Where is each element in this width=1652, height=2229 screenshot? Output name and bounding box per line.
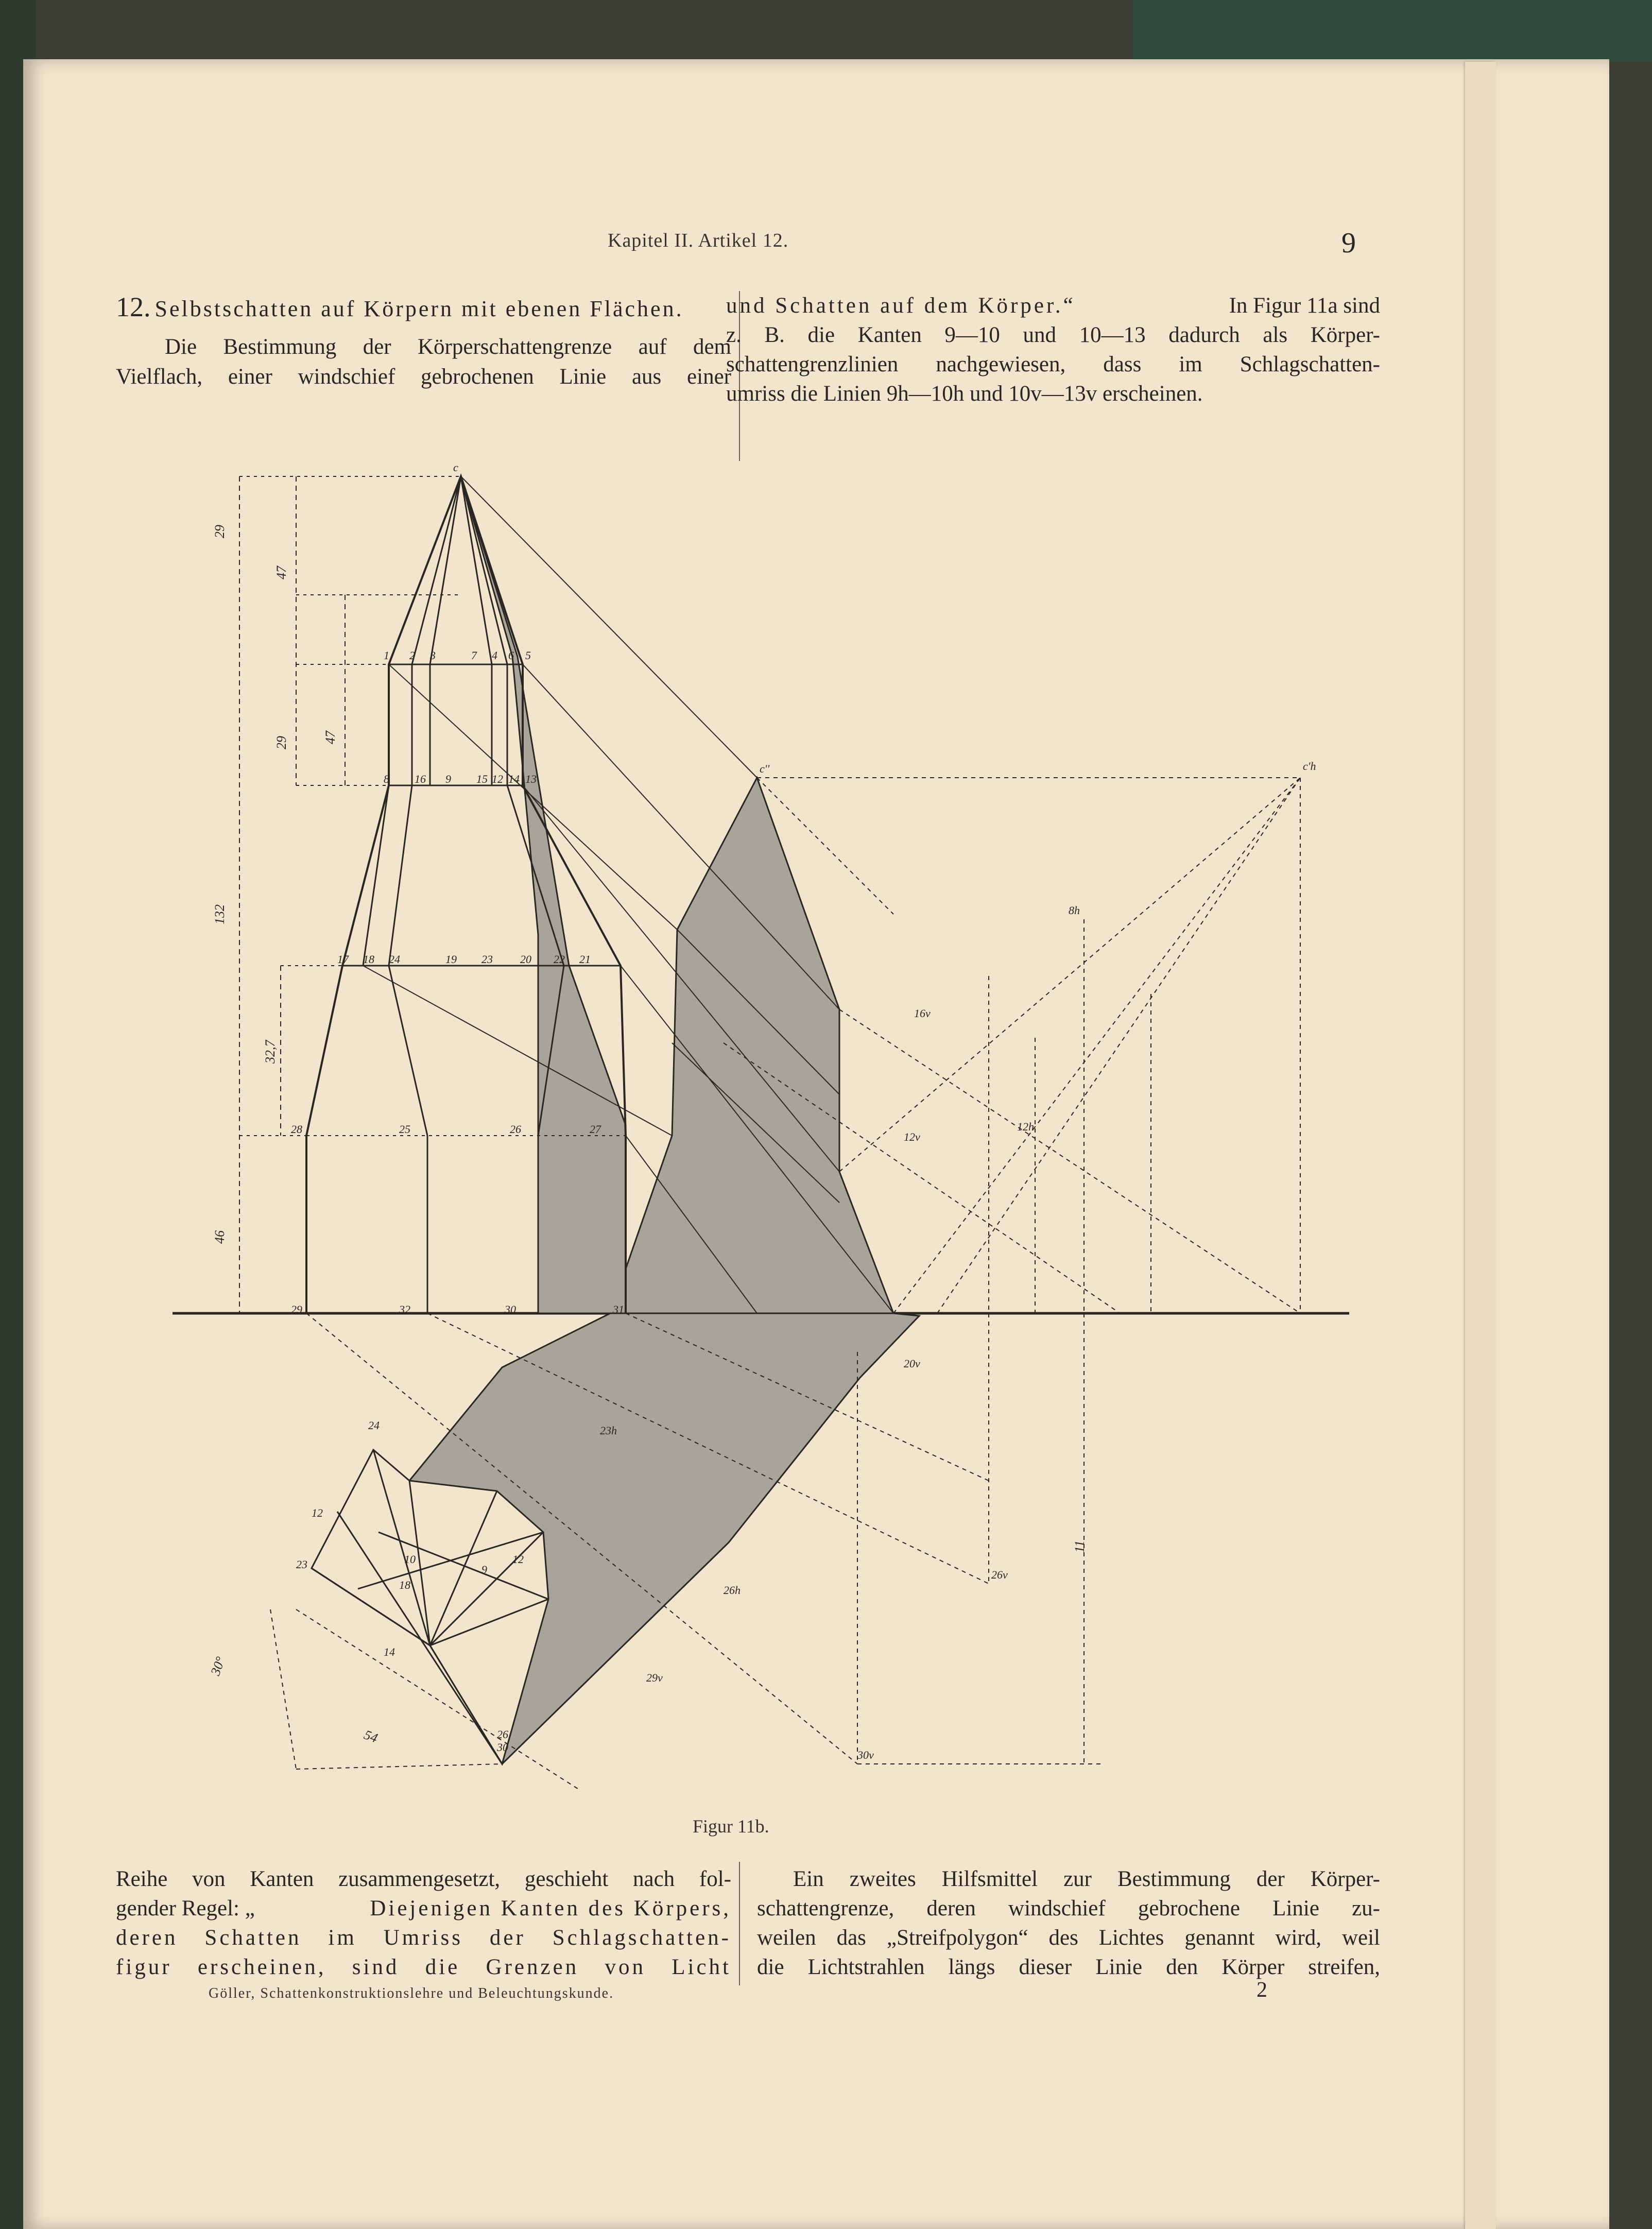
bottom-right-line-4: die Lichtstrahlen längs dieser Linie den Körper streifen, — [757, 1955, 1380, 1979]
svg-text:12: 12 — [512, 1553, 524, 1566]
column-rule-bottom — [739, 1862, 740, 1985]
svg-text:12: 12 — [492, 773, 503, 785]
svg-text:9: 9 — [445, 773, 451, 785]
svg-text:15: 15 — [476, 773, 488, 785]
bottom-left-line-3: deren Schatten im Umriss der Schlagschatten- — [116, 1926, 731, 1950]
svg-text:1: 1 — [384, 649, 389, 662]
label-cv: c'' — [760, 762, 770, 775]
svg-text:30°: 30° — [208, 1654, 229, 1678]
svg-text:23: 23 — [296, 1558, 307, 1571]
right-line-1 — [726, 291, 1380, 320]
bottom-left-line-2a: gender Regel: „ — [116, 1896, 255, 1921]
right-line-2: z. B. die Kanten 9—10 und 10—13 dadurch als Körper- — [726, 323, 1380, 347]
svg-text:2: 2 — [409, 649, 415, 662]
svg-text:13: 13 — [525, 773, 537, 785]
page-number: 9 — [1341, 227, 1356, 259]
svg-text:10: 10 — [404, 1553, 416, 1566]
self-shadow — [461, 476, 626, 1313]
svg-text:30v: 30v — [857, 1748, 874, 1761]
svg-text:14: 14 — [384, 1645, 395, 1658]
svg-text:32,7: 32,7 — [263, 1040, 278, 1064]
bottom-left-line-1: Reihe von Kanten zusammengesetzt, geschieht nach fol- — [116, 1867, 731, 1891]
svg-text:3: 3 — [430, 649, 436, 662]
svg-text:14: 14 — [508, 773, 520, 785]
svg-text:25: 25 — [399, 1123, 410, 1136]
svg-text:32: 32 — [399, 1303, 410, 1316]
svg-text:132: 132 — [212, 904, 227, 924]
svg-text:46: 46 — [212, 1230, 227, 1244]
bottom-left-line-4: figur erscheinen, sind die Grenzen von Licht — [116, 1955, 731, 1979]
svg-text:30: 30 — [505, 1303, 516, 1316]
svg-text:8h: 8h — [1069, 904, 1080, 917]
svg-text:47: 47 — [323, 731, 338, 744]
label-c: c — [453, 461, 458, 474]
book-cover-edge — [1133, 0, 1652, 62]
svg-text:22: 22 — [554, 953, 565, 966]
svg-text:4: 4 — [492, 649, 497, 662]
svg-text:24: 24 — [368, 1419, 380, 1432]
bottom-right-line-2: schattengrenze, deren windschief gebrochene Linie zu- — [757, 1896, 1380, 1921]
svg-text:26h: 26h — [724, 1584, 741, 1597]
svg-text:30: 30 — [497, 1741, 508, 1754]
svg-text:28: 28 — [291, 1123, 302, 1136]
svg-text:20v: 20v — [904, 1357, 920, 1370]
svg-text:26: 26 — [510, 1123, 521, 1136]
intro-line-1: Die Bestimmung der Körperschattengrenze auf dem — [165, 335, 731, 359]
shadow-vertical — [610, 778, 893, 1313]
bottom-left-line-2b: Diejenigen Kanten des Körpers, — [370, 1896, 731, 1921]
bottom-right-line-1: Ein zweites Hilfsmittel zur Bestimmung der Körper- — [793, 1867, 1380, 1891]
svg-text:31: 31 — [613, 1303, 624, 1316]
figure-11b-drawing — [142, 399, 1403, 1790]
right-line-1a: und Schatten auf dem Körper.“ — [726, 294, 1076, 318]
footer-book-title: Göller, Schattenkonstruktionslehre und Beleuchtungskunde. — [209, 1985, 614, 2001]
book-page — [23, 59, 1609, 2229]
svg-text:17: 17 — [337, 953, 349, 966]
footer-signature: 2 — [1257, 1978, 1267, 2002]
svg-text:12: 12 — [312, 1506, 323, 1519]
svg-text:26v: 26v — [991, 1568, 1008, 1581]
svg-text:24: 24 — [389, 953, 400, 966]
section-title: Selbstschatten auf Körpern mit ebenen Flächen. — [154, 296, 684, 321]
svg-text:18: 18 — [399, 1579, 410, 1591]
page-fore-edge — [1465, 62, 1496, 2229]
svg-text:47: 47 — [274, 566, 289, 579]
svg-text:27: 27 — [590, 1123, 601, 1136]
svg-text:7: 7 — [471, 649, 477, 662]
svg-text:29: 29 — [212, 525, 227, 538]
svg-text:18: 18 — [363, 953, 374, 966]
svg-text:20: 20 — [520, 953, 531, 966]
right-line-1b: In Figur 11a sind — [1229, 294, 1380, 318]
svg-text:29: 29 — [274, 736, 289, 749]
svg-text:21: 21 — [579, 953, 591, 966]
right-line-3: schattengrenzlinien nachgewiesen, dass im Schlagschatten- — [726, 352, 1380, 376]
svg-text:5: 5 — [525, 649, 531, 662]
label-ch: c'h — [1303, 760, 1316, 773]
right-line-4: umriss die Linien 9h—10h und 10v—13v erscheinen. — [726, 382, 1203, 406]
svg-text:6: 6 — [508, 649, 514, 662]
bottom-right-line-3: weilen das „Streifpolygon“ des Lichtes genannt wird, weil — [757, 1926, 1380, 1950]
svg-text:54: 54 — [362, 1727, 380, 1746]
svg-text:9: 9 — [481, 1563, 487, 1576]
bottom-left-line-2 — [116, 1894, 731, 1923]
svg-text:11: 11 — [1072, 1540, 1087, 1553]
section-number: 12. — [116, 292, 151, 322]
svg-text:23: 23 — [481, 953, 493, 966]
section-heading — [116, 291, 684, 323]
svg-text:19: 19 — [445, 953, 457, 966]
figure-caption: Figur 11b. — [693, 1816, 769, 1837]
svg-text:12h: 12h — [1017, 1120, 1034, 1133]
svg-text:8: 8 — [384, 773, 389, 785]
running-header: Kapitel II. Artikel 12. — [608, 230, 789, 251]
svg-text:12v: 12v — [904, 1130, 920, 1143]
svg-text:29: 29 — [291, 1303, 302, 1316]
svg-text:26: 26 — [497, 1728, 508, 1741]
svg-text:29v: 29v — [646, 1671, 663, 1684]
svg-text:16v: 16v — [914, 1007, 931, 1020]
intro-line-2: Vielflach, einer windschief gebrochenen Linie aus einer — [116, 365, 731, 389]
svg-text:23h: 23h — [600, 1424, 617, 1437]
svg-text:16: 16 — [415, 773, 426, 785]
